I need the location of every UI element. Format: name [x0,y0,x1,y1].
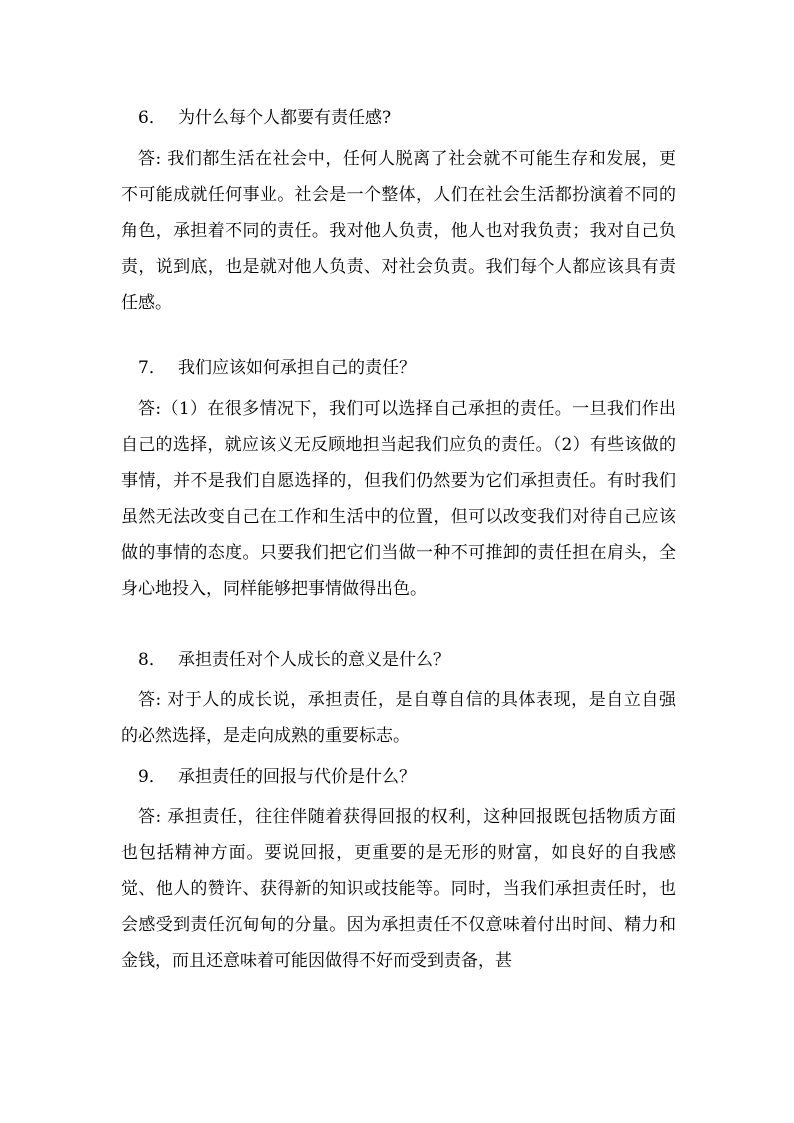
question-6 [138,108,698,128]
question-text: 承担责任的回报与代价是什么？ [178,767,416,787]
answer-6: 答: 我们都生活在社会中，任何人脱离了社会就不可能生存和发展，更不可能成就任何事业。社会是一个整体，人们在社会生活都扮演着不同的角色，承担着不同的责任。我对他人负责，他人也对我负责；我对自己负责，说到底，也是就对他人负责、对社会负责。我们每个人都应该具有责任感。 [121,149,676,313]
question-number: 7． [138,358,166,378]
answer-9: 答: 承担责任，往往伴随着获得回报的权利，这种回报既包括物质方面也包括精神方面。要说回报，更重要的是无形的财富，如良好的自我感觉、他人的赞许、获得新的知识或技能等。同时，当我们承担责任时，也会感受到责任沉甸甸的分量。因为承担责任不仅意味着付出时间、精力和金钱，而且还意味着可能因做得不好而受到责备，甚 [121,807,676,971]
answer-7: 答:（1）在很多情况下，我们可以选择自己承担的责任。一旦我们作出自己的选择，就应该义无反顾地担当起我们应负的责任。（2）有些该做的事情，并不是我们自愿选择的，但我们仍然要为它们承担责任。有时我们虽然无法改变自己在工作和生活中的位置，但可以改变我们对待自己应该做的事情的态度。只要我们把它们当做一种不可推卸的责任担在肩头，全身心地投入，同样能够把事情做得出色。 [121,399,676,599]
question-9 [138,767,698,787]
question-number: 6． [138,108,166,128]
question-7 [138,358,698,378]
question-number: 8． [138,650,166,670]
question-text: 承担责任对个人成长的意义是什么？ [178,650,450,670]
question-text: 我们应该如何承担自己的责任？ [178,358,416,378]
question-8 [138,650,698,670]
answer-8: 答: 对于人的成长说，承担责任，是自尊自信的具体表现，是自立自强的必然选择，是走向成熟的重要标志。 [121,690,676,746]
question-number: 9． [138,767,166,787]
question-text: 为什么每个人都要有责任感? [178,108,392,128]
